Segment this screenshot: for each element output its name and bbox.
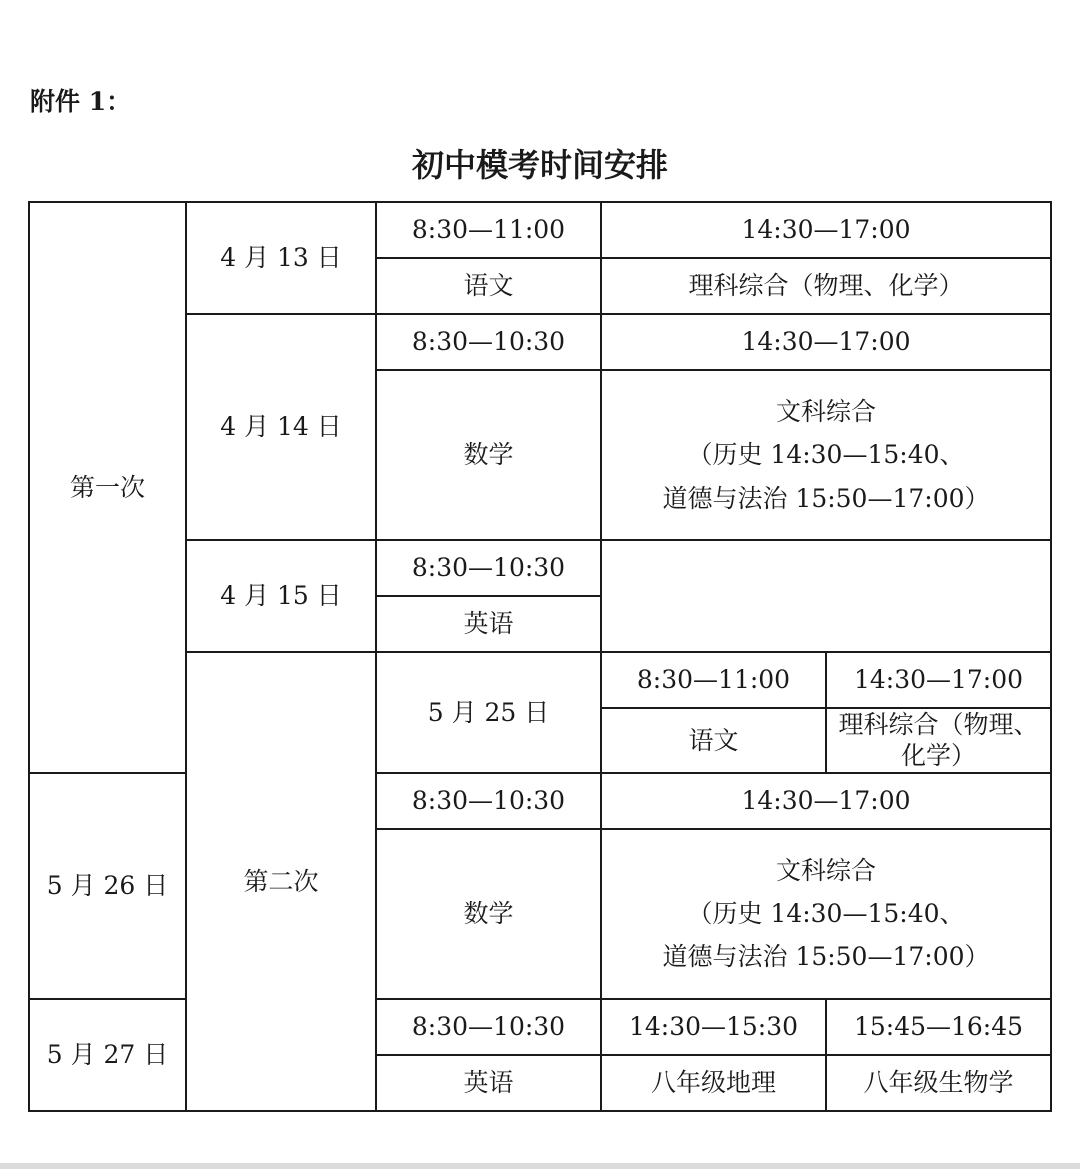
date-cell: 4 月 13 日	[186, 202, 376, 314]
morning-time: 8:30—11:00	[601, 652, 826, 708]
page-title: 初中模考时间安排	[411, 146, 668, 184]
morning-time: 8:30—11:00	[376, 202, 601, 258]
round-label: 第一次	[29, 202, 186, 773]
subject-line: （历史 14:30—15:40、	[687, 898, 965, 928]
schedule-table	[28, 201, 1052, 1112]
afternoon-time-1: 14:30—15:30	[601, 999, 826, 1055]
morning-subject: 语文	[376, 258, 601, 314]
subject-line: 道德与法治 15:50—17:00）	[662, 483, 990, 513]
morning-time: 8:30—10:30	[376, 773, 601, 829]
subject-line: 文科综合	[775, 855, 876, 885]
morning-subject: 语文	[601, 708, 826, 773]
subject-line: 文科综合	[775, 397, 876, 427]
morning-time: 8:30—10:30	[376, 540, 601, 596]
subject-line: （历史 14:30—15:40、	[687, 440, 965, 470]
afternoon-subject-2: 八年级生物学	[826, 1055, 1051, 1111]
morning-subject: 英语	[376, 1055, 601, 1111]
subject-line: 道德与法治 15:50—17:00）	[662, 942, 990, 972]
morning-subject: 数学	[376, 829, 601, 999]
morning-subject: 英语	[376, 596, 601, 652]
afternoon-subject	[601, 370, 1051, 540]
morning-time: 8:30—10:30	[376, 314, 601, 370]
table-row	[29, 999, 1051, 1055]
morning-subject: 数学	[376, 370, 601, 540]
bottom-divider	[0, 1163, 1080, 1169]
attachment-label: 附件 1：	[30, 87, 132, 116]
afternoon-subject	[601, 829, 1051, 999]
date-cell: 4 月 14 日	[186, 314, 376, 540]
morning-time: 8:30—10:30	[376, 999, 601, 1055]
table-row	[29, 202, 1051, 258]
afternoon-time-2: 15:45—16:45	[826, 999, 1051, 1055]
empty-cell	[601, 540, 1051, 652]
afternoon-time: 14:30—17:00	[601, 202, 1051, 258]
date-cell: 5 月 26 日	[29, 773, 186, 999]
afternoon-time: 14:30—17:00	[601, 314, 1051, 370]
date-cell: 5 月 27 日	[29, 999, 186, 1111]
afternoon-subject-1: 八年级地理	[601, 1055, 826, 1111]
date-cell: 5 月 25 日	[376, 652, 601, 773]
afternoon-time: 14:30—17:00	[601, 773, 1051, 829]
date-cell: 4 月 15 日	[186, 540, 376, 652]
table-row	[29, 773, 1051, 829]
round-label: 第二次	[186, 652, 376, 1111]
afternoon-subject: 理科综合（物理、化学）	[601, 258, 1051, 314]
afternoon-subject: 理科综合（物理、化学）	[826, 708, 1051, 773]
afternoon-time: 14:30—17:00	[826, 652, 1051, 708]
